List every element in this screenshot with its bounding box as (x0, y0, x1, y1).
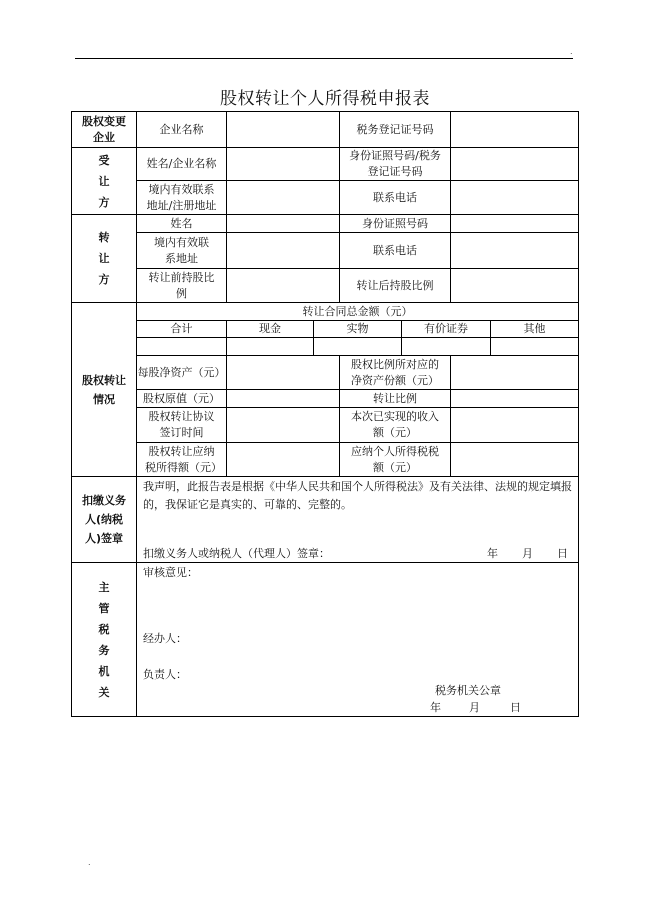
transferor-name-field[interactable] (226, 214, 340, 233)
transferee-address-field[interactable] (226, 180, 340, 215)
signature-date-day: 日 (557, 547, 568, 560)
ratio-before-field[interactable] (226, 268, 340, 303)
col-total-field[interactable] (136, 337, 227, 356)
realized-income-label: 本次已实现的收入额（元） (339, 407, 451, 443)
taxable-income-field[interactable] (226, 442, 340, 477)
col-cash-field[interactable] (226, 337, 314, 356)
agreement-date-field[interactable] (226, 407, 340, 443)
tax-registration-label: 税务登记证号码 (339, 111, 451, 148)
responsible-label: 负责人： (143, 668, 187, 681)
review-opinion-label: 审核意见： (143, 566, 198, 579)
authority-date-month: 月 (469, 701, 480, 714)
declaration-text: 我声明，此报告表是根据《中华人民共和国个人所得税法》及有关法律、法规的规定填报的，我保证它是真实的、可靠的、完整的。 (143, 480, 572, 511)
ratio-before-label: 转让前持股比例 (136, 268, 227, 303)
contract-total-label: 转让合同总金额（元） (136, 302, 579, 321)
signature-date-year: 年 (487, 547, 498, 560)
enterprise-section-label: 股权变更企业 (71, 111, 137, 148)
page-dot-top: . (570, 47, 573, 56)
enterprise-name-field[interactable] (226, 111, 340, 148)
authority-date-year: 年 (430, 701, 441, 714)
transferor-address-field[interactable] (226, 232, 340, 269)
agreement-date-label: 股权转让协议签订时间 (136, 407, 227, 443)
transferor-id-label: 身份证照号码 (339, 214, 451, 233)
col-securities-label: 有价证券 (401, 320, 491, 338)
col-goods-field[interactable] (313, 337, 402, 356)
tax-payable-label: 应纳个人所得税税额（元） (339, 442, 451, 477)
col-total-label: 合计 (136, 320, 227, 338)
net-asset-share-label: 股权比例所对应的净资产份额（元） (339, 355, 451, 390)
taxable-income-label: 股权转让应纳税所得额（元） (136, 442, 227, 477)
net-asset-share-field[interactable] (450, 355, 579, 390)
net-asset-field[interactable] (226, 355, 340, 390)
signer-label: 扣缴义务人或纳税人（代理人）签章： (143, 547, 330, 560)
signature-section-label: 扣缴义务人(纳税人)签章 (71, 476, 137, 563)
realized-income-field[interactable] (450, 407, 579, 443)
transferor-address-label: 境内有效联系地址 (136, 232, 227, 269)
transferee-name-field[interactable] (226, 147, 340, 181)
signature-date-month: 月 (522, 547, 533, 560)
transferee-id-field[interactable] (450, 147, 579, 181)
page-title: 股权转让个人所得税申报表 (220, 89, 430, 109)
transferee-section-label: 受 让 方 (71, 147, 137, 215)
col-securities-field[interactable] (401, 337, 491, 356)
top-rule (75, 58, 573, 59)
ratio-after-label: 转让后持股比例 (339, 268, 451, 303)
col-goods-label: 实物 (313, 320, 402, 338)
transferee-phone-field[interactable] (450, 180, 579, 215)
handler-label: 经办人： (143, 632, 187, 645)
col-other-field[interactable] (490, 337, 579, 356)
original-value-field[interactable] (226, 389, 340, 408)
transfer-section-label: 股权转让情况 (71, 302, 137, 477)
transferee-address-label: 境内有效联系地址/注册地址 (136, 180, 227, 215)
transferee-name-label: 姓名/企业名称 (136, 147, 227, 181)
authority-area[interactable] (136, 562, 579, 717)
transferor-name-label: 姓名 (136, 214, 227, 233)
ratio-after-field[interactable] (450, 268, 579, 303)
net-asset-label: 每股净资产（元） (136, 355, 227, 390)
transferor-section-label: 转 让 方 (71, 214, 137, 303)
col-cash-label: 现金 (226, 320, 314, 338)
authority-date-day: 日 (510, 701, 521, 714)
transferor-id-field[interactable] (450, 214, 579, 233)
transferee-phone-label: 联系电话 (339, 180, 451, 215)
enterprise-name-label: 企业名称 (136, 111, 227, 148)
tax-office-seal-label: 税务机关公章 (435, 684, 501, 697)
tax-payable-field[interactable] (450, 442, 579, 477)
transferee-id-label: 身份证照号码/税务登记证号码 (339, 147, 451, 181)
transferor-phone-label: 联系电话 (339, 232, 451, 269)
transfer-ratio-field[interactable] (450, 389, 579, 408)
tax-registration-field[interactable] (450, 111, 579, 148)
col-other-label: 其他 (490, 320, 579, 338)
page-dot-bottom: . (88, 858, 91, 867)
original-value-label: 股权原值（元） (136, 389, 227, 408)
authority-section-label: 主 管 税 务 机 关 (71, 562, 137, 717)
transfer-ratio-label: 转让比例 (339, 389, 451, 408)
transferor-phone-field[interactable] (450, 232, 579, 269)
